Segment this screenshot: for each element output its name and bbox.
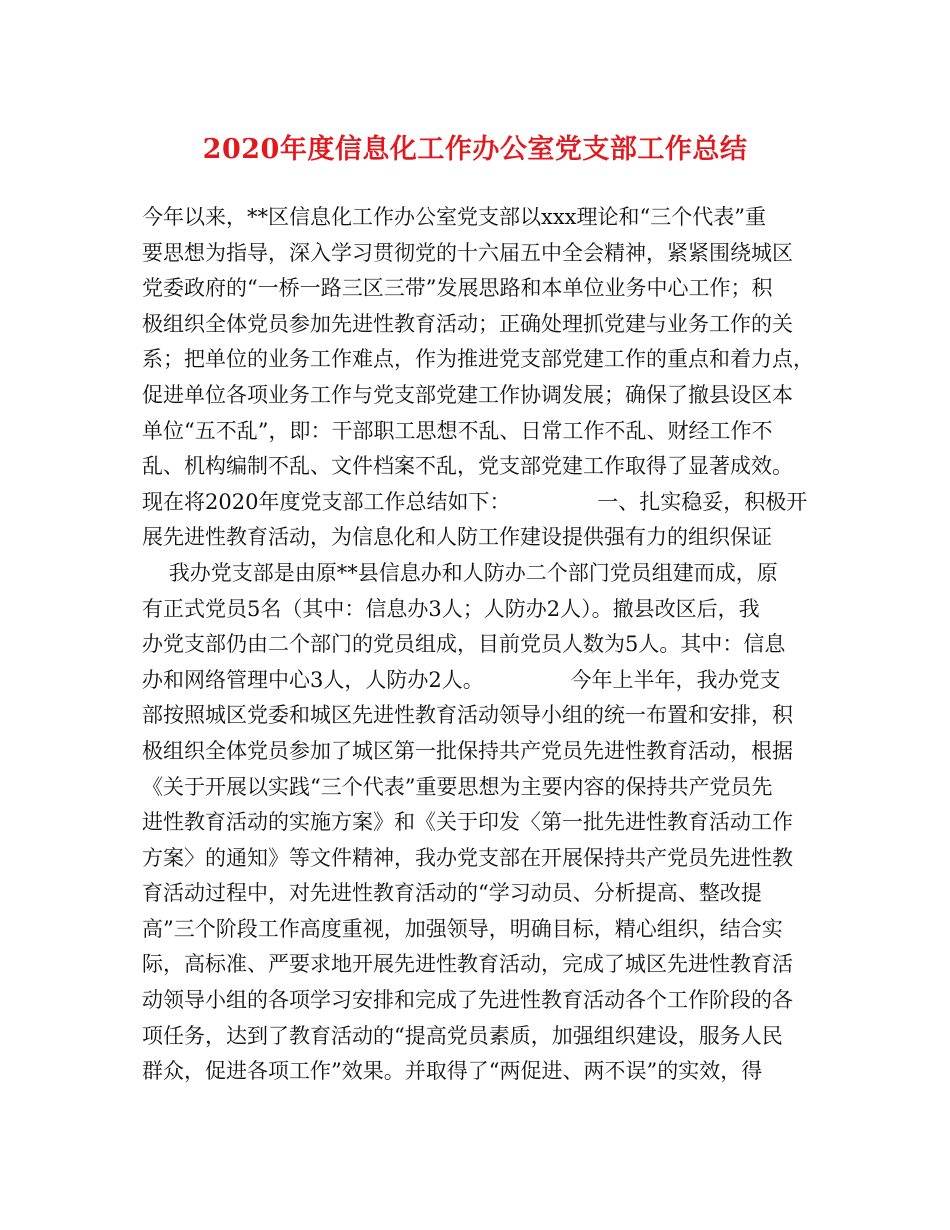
body-line: 办党支部仍由二个部门的党员组成，目前党员人数为5人。其中：信息 xyxy=(142,632,786,657)
body-line: 乱、机构编制不乱、文件档案不乱，党支部党建工作取得了显著成效。 xyxy=(142,454,793,479)
body-line: 育活动过程中，对先进性教育活动的“学习动员、分析提高、整改提 xyxy=(142,881,762,906)
body-line: 际，高标准、严要求地开展先进性教育活动，完成了城区先进性教育活 xyxy=(142,952,793,977)
body-line: 高”三个阶段工作高度重视，加强领导，明确目标，精心组织，结合实 xyxy=(142,916,783,941)
body-line: 今年以来，**区信息化工作办公室党支部以xxx理论和“三个代表”重 xyxy=(142,205,766,229)
body-line: 促进单位各项业务工作与党支部党建工作协调发展；确保了撤县设区本 xyxy=(142,382,793,407)
body-line: 现在将2020年度党支部工作总结如下： 一、扎实稳妥，积极开 xyxy=(142,489,808,514)
body-line: 极组织全体党员参加先进性教育活动；正确处理抓党建与业务工作的关 xyxy=(142,311,793,336)
page-title: 2020年度信息化工作办公室党支部工作总结 xyxy=(202,134,748,165)
body-line: 群众，促进各项工作”效果。并取得了“两促进、两不误”的实效，得 xyxy=(142,1059,763,1084)
body-line: 动领导小组的各项学习安排和完成了先进性教育活动各个工作阶段的各 xyxy=(142,988,793,1013)
body-line: 进性教育活动的实施方案》和《关于印发〈第一批先进性教育活动工作 xyxy=(142,810,793,835)
body-line: 党委政府的“一桥一路三区三带”发展思路和本单位业务中心工作；积 xyxy=(142,276,773,301)
body-line: 方案〉的通知》等文件精神，我办党支部在开展保持共产党员先进性教 xyxy=(142,845,793,870)
body-line: 极组织全体党员参加了城区第一批保持共产党员先进性教育活动，根据 xyxy=(142,738,793,763)
body-line: 《关于开展以实践“三个代表”重要思想为主要内容的保持共产党员先 xyxy=(142,774,773,799)
body-line: 项任务，达到了教育活动的“提高党员素质，加强组织建设，服务人民 xyxy=(142,1023,783,1048)
body-line: 办和网络管理中心3人，人防办2人。 今年上半年，我办党支 xyxy=(142,667,781,692)
document-body xyxy=(142,200,817,1090)
body-line: 部按照城区党委和城区先进性教育活动领导小组的统一布置和安排，积 xyxy=(142,703,793,728)
body-line: 系；把单位的业务工作难点，作为推进党支部党建工作的重点和着力点， xyxy=(142,347,814,372)
body-line: 单位“五不乱”，即：干部职工思想不乱、日常工作不乱、财经工作不 xyxy=(142,418,773,443)
body-line: 展先进性教育活动，为信息化和人防工作建设提供强有力的组织保证 xyxy=(142,525,772,550)
body-line: 有正式党员5名（其中：信息办3人；人防办2人）。撤县改区后，我 xyxy=(142,596,760,621)
body-line: 我办党支部是由原**县信息办和人防办二个部门党员组建而成，原 xyxy=(142,560,778,585)
body-line: 要思想为指导，深入学习贯彻党的十六届五中全会精神，紧紧围绕城区 xyxy=(142,240,793,265)
